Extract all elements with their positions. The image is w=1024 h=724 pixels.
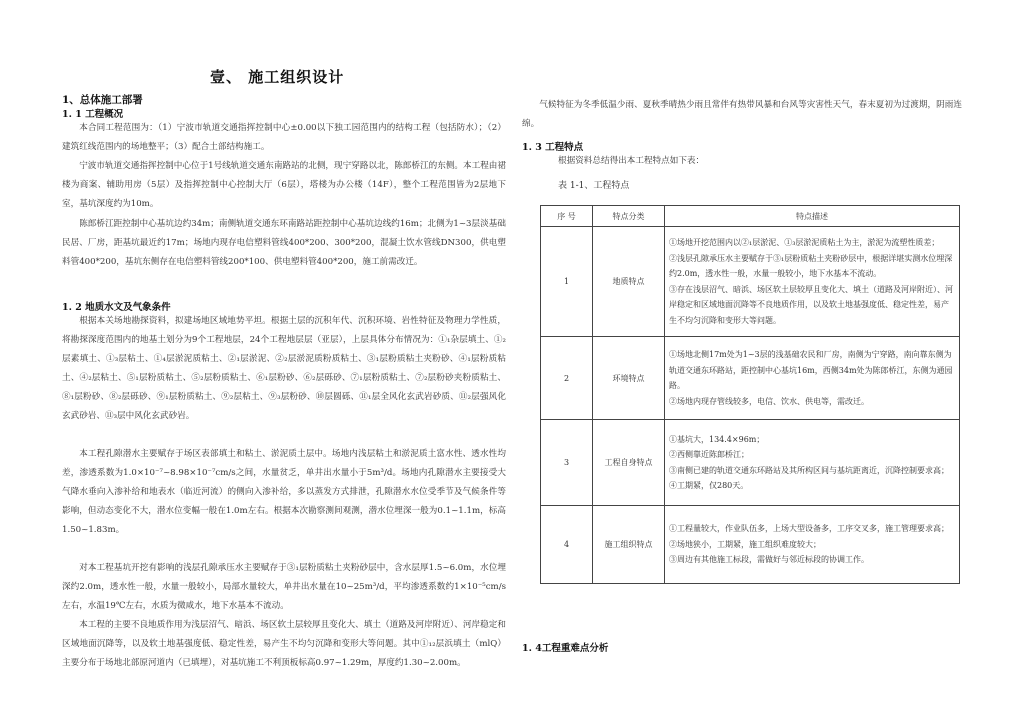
description-line: ①基坑大，134.4×96m；: [669, 434, 765, 444]
row-description: [665, 227, 960, 337]
description-line: ②场地狭小，工期紧，施工组织难度较大；: [669, 539, 821, 549]
description-line: ①场地开挖范围内以②₁层淤泥、①₃层淤泥质粘土为主，淤泥为流塑性质差；: [669, 238, 940, 247]
overview-paragraph-1: 本合同工程范围为：（1）宁波市轨道交通指挥控制中心±0.00以下独工园范围内的结构工程（包括防水）；（2）建筑红线范围内的场地整平；（3）配合土部结构施工。: [62, 123, 506, 152]
row-description: [665, 337, 960, 420]
row-category: 工程自身特点: [593, 420, 665, 506]
geology-paragraph-3: 对本工程基坑开挖有影响的浅层孔隙承压水主要赋存于③₁层粉质粘土夹粉砂层中，含水层厚1.5~6.0m，水位埋深约2.0m，透水性一般，水量一般较小，局部水量较大，单井出水量在10~25m³/d，平均渗透系数约1×10⁻⁵cm/s左右，水温19℃左右，水质为微咸水，地下水基本不流动。: [62, 563, 506, 611]
description-line: ③存在浅层沼气、暗浜、场区软土层较厚且变化大、填土（道路及河岸附近）、河岸稳定和区域地面沉降等不良地质作用，以及软土地基强度低、稳定性差，易产生不均匀沉降和变形大等问题。: [669, 284, 953, 325]
header-no: 序 号: [541, 206, 593, 227]
section-heading-geology: 1. 2 地质水文及气象条件: [62, 302, 171, 313]
geology-paragraph-4: 本工程的主要不良地质作用为浅层沼气、暗浜、场区软土层较厚且变化大、填土（道路及河岸附近）、河岸稳定和区域地面沉降等，以及软土地基强度低、稳定性差，易产生不均匀沉降和变形大等问题。其中①₁₂层浜填土（mlQ）主要分布于场地北部原河道内（已填埋），对基坑施工不利顶板标高0.97~1.29m，厚度约1.30~2.00m。: [62, 620, 506, 668]
description-line: ③南侧已建的轨道交通东环路站及其所构区间与基坑距离近，沉降控制要求高；: [669, 465, 949, 475]
row-category: 施工组织特点: [593, 506, 665, 584]
row-category: 地质特点: [593, 227, 665, 337]
description-line: ③周边有其他施工标段，需做好与邻近标段的协调工作。: [669, 555, 869, 565]
description-line: ②场地内现存管线较多，电信、饮水、供电等，需改迁。: [669, 396, 869, 406]
table-row: [541, 337, 960, 420]
geology-paragraph-2: 本工程孔隙潜水主要赋存于场区表部填土和粘土、淤泥质土层中。场地内浅层粘土和淤泥质土富水性、透水性均差，渗透系数为1.0×10⁻⁷~8.98×10⁻⁷cm/s之间，水量贫乏，单井出水量小于5m³/d。场地内孔隙潜水主要接受大气降水垂向入渗补给和地表水（临近河流）的侧向入渗补给，多以蒸发方式排泄，孔隙潜水水位受季节及气候条件等影响，但动态变化不大，潜水位变幅一般在1.0m左右。根据本次勘察测间观测，潜水位埋深一般为0.1~1.1m，标高1.50~1.83m。: [62, 449, 506, 535]
row-category: 环境特点: [593, 337, 665, 420]
table-caption: 表 1-1、工程特点: [558, 181, 630, 191]
features-table: [540, 205, 960, 584]
description-line: ④工期紧，仅280天。: [669, 481, 749, 490]
description-line: ②浅层孔隙承压水主要赋存于③₁层粉质粘土夹粉砂层中，根据详堪实测水位埋深约2.0m，透水性一般，水量一般较小，地下水基本不流动。: [669, 253, 953, 278]
overview-paragraph-3: 陈郎桥江距控制中心基坑边约34m；南侧轨道交通东环南路站距控制中心基坑边线约16m；北侧为1~3层淡基础民居、厂房，距基坑最近约17m；场地内现存电信塑料管线400*200、300*200，混凝土饮水管线DN300，供电塑料管400*200，基坑东侧存在电信塑料管线200*100、供电塑料管400*200，施工前需改迁。: [62, 219, 506, 267]
features-intro: 根据资料总结得出本工程特点如下表：: [558, 156, 705, 166]
table-row: [541, 420, 960, 506]
section-heading-general: 1、总体施工部署: [62, 94, 143, 106]
row-number: 2: [541, 337, 593, 420]
row-number: 4: [541, 506, 593, 584]
header-description: 特点描述: [665, 206, 960, 227]
section-heading-difficulties: 1. 4工程重难点分析: [522, 643, 609, 654]
geology-paragraph-1: 根据本关场地勘探资料，拟建场地区域地势平坦。根据土层的沉积年代、沉积环境、岩性特征及物理力学性质，将勘探深度范围内的地基土划分为9个工程地层，24个工程地层层（亚层），上层具体分布情况为：①₁杂层填土、①₂层素填土、①₃层粘土、①₄层淤泥质粘土、②₁层淤泥、②₂层淤泥质粉质粘土、③₁层粉质粘土夹粉砂、④₁层粉质粘土、④₂层粘土、⑤₁层粉质粘土、⑤₂层粉质粘土、⑥₁层粉砂、⑥₂层砾砂、⑦₁层粉质粘土、⑦₂层粉砂夹粉质粘土、⑧₁层粉砂、⑧₂层砾砂、⑨₁层粉质粘土、⑨₂层粘土、⑨₃层粉砂、⑩层圆砾、⑪₁层全风化玄武岩砂质、⑪₂层强风化玄武砂岩、⑪₃层中风化玄武砂岩。: [62, 316, 506, 421]
table-header-row: [541, 206, 960, 227]
row-number: 3: [541, 420, 593, 506]
description-line: ①场地北侧17m处为1~3层的浅基础农民和厂房，南侧为宁穿路，南向靠东侧为轨道交通东环路站，距控制中心基坑16m，西侧34m处为陈郎桥江，东侧为通园路。: [669, 350, 953, 390]
row-number: 1: [541, 227, 593, 337]
overview-paragraph-2: 宁波市轨道交通指挥控制中心位于1号线轨道交通东南路站的北侧，现宁穿路以北，陈郎桥江的东侧。本工程由裙楼为商案、辅助用房（5层）及指挥控制中心控制大厅（6层），塔楼为办公楼（14F），整个工程范围皆为2层地下室，基坑深度约为10m。: [62, 161, 506, 209]
document-title: 壹、 施工组织设计: [210, 68, 345, 86]
table-row: [541, 227, 960, 337]
table-row: [541, 506, 960, 584]
section-heading-features: 1. 3 工程特点: [522, 142, 584, 153]
description-line: ①工程量较大，作业队伍多，上场大型设备多，工序交叉多，施工管理要求高；: [669, 524, 949, 534]
description-line: ②西侧靠近陈郎桥江；: [669, 450, 749, 459]
header-category: 特点分类: [593, 206, 665, 227]
climate-paragraph: 气候特征为冬季低温少雨、夏秋季晴热少雨且常伴有热带风暴和台风等灾害性天气，春末夏初为过渡期，阴雨连绵。: [522, 100, 962, 129]
row-description: [665, 420, 960, 506]
section-heading-overview: 1. 1 工程概况: [62, 109, 124, 120]
row-description: [665, 506, 960, 584]
